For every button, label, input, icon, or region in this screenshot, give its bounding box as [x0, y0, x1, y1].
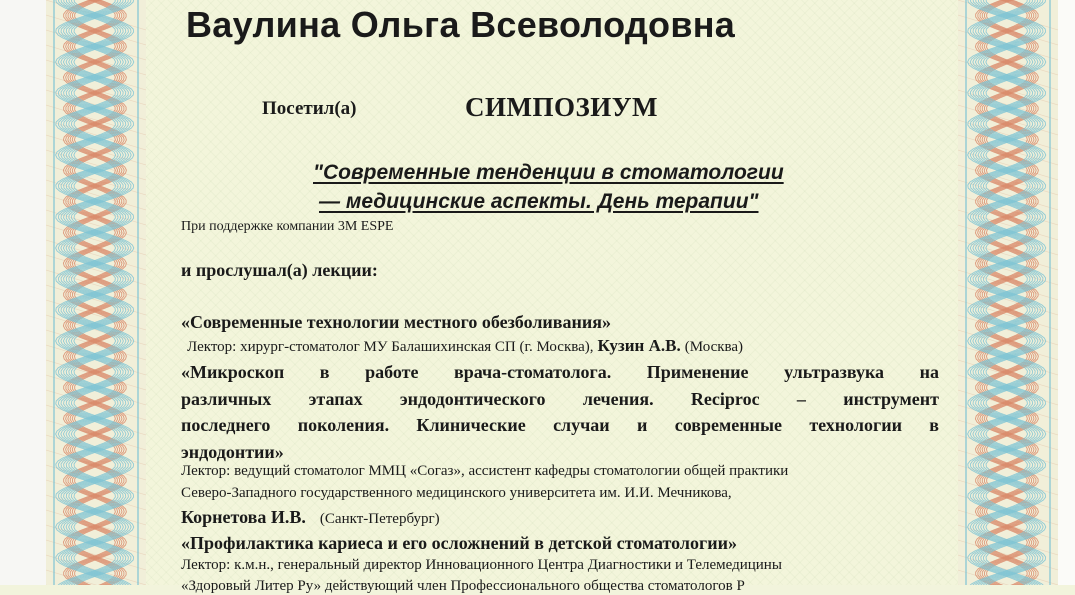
lecturer-3-line-2: «Здоровый Литер Ру» действующий член Профессионального общества стоматологов Р: [181, 578, 745, 594]
sponsor-note: При поддержке компании 3M ESPE: [181, 219, 394, 234]
attended-label: Посетил(а): [262, 98, 357, 119]
event-topic-line-1: "Современные тенденции в стоматологии: [313, 161, 784, 184]
lecturer-1-city: (Москва): [684, 339, 744, 355]
lectures-heading: и прослушал(а) лекции:: [181, 260, 378, 280]
lecturer-2-city: (Санкт-Петербург): [319, 511, 440, 527]
lecture-3-title: «Профилактика кариеса и его осложнений в детской стоматологии»: [181, 533, 737, 553]
lecturer-1-name: Кузин А.В.: [597, 336, 681, 355]
lecture-2-title: [181, 359, 939, 465]
lecturer-2-line-1: Лектор: ведущий стоматолог ММЦ «Согаз», ассистент кафедры стоматологии общей практики: [181, 463, 789, 479]
lecture-1-title: «Современные технологии местного обезболивания»: [181, 312, 612, 332]
participant-name: Ваулина Ольга Всеволодовна: [186, 4, 736, 45]
lecturer-3-line-1: Лектор: к.м.н., генеральный директор Инновационного Центра Диагностики и Телемедицины: [181, 557, 782, 573]
event-topic-line-2: — медицинские аспекты. День терапии": [319, 190, 759, 213]
lecture-2-title-line: различных этапах эндодонтического лечения. Reciproc – инструмент: [181, 388, 939, 409]
lecture-2-title-line: последнего поколения. Клинические случаи и современные технологии в: [181, 415, 939, 435]
lecturer-1-position: Лектор: хирург-стоматолог МУ Балашихинская СП (г. Москва),: [187, 339, 594, 355]
lecture-2-title-line: «Микроскоп в работе врача-стоматолога. Применение ультразвука на: [181, 362, 939, 382]
lecture-2-title-line: эндодонтии»: [181, 441, 284, 462]
lecturer-2-line-2: Северо-Западного государственного медицинского университета им. И.И. Мечникова,: [181, 485, 732, 501]
lecturer-2-name: Корнетова И.В.: [181, 507, 306, 527]
event-type: СИМПОЗИУМ: [465, 92, 659, 122]
lecturer-2-signature-line: [181, 507, 440, 528]
lecture-1-lecturer: [187, 336, 743, 356]
